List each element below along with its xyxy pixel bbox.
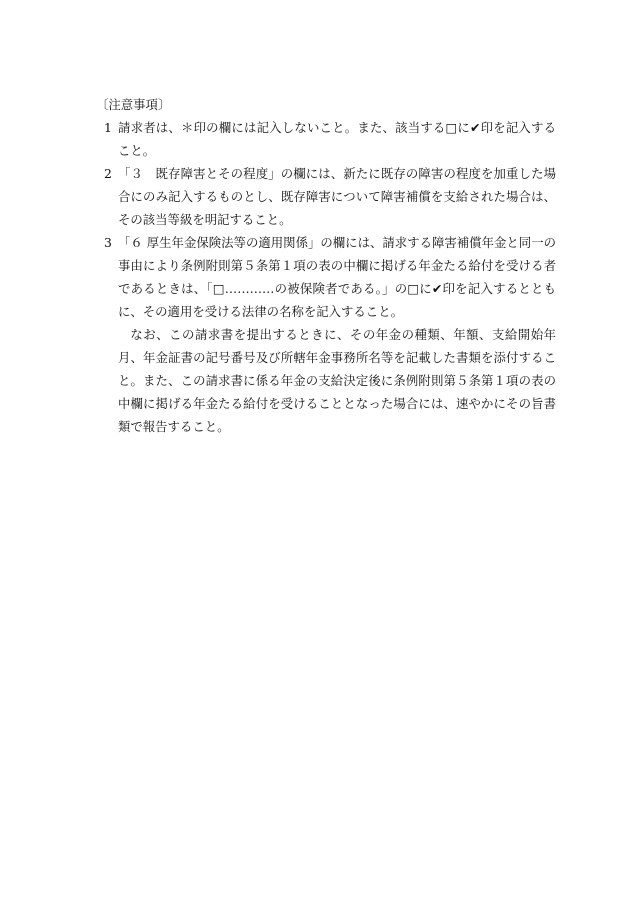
note-item-2 — [96, 162, 556, 231]
note-number: 2 — [104, 166, 112, 181]
notes-heading: 〔注意事項〕 — [96, 97, 171, 112]
note-text-continued: なお、この請求書を提出するときに、その年金の種類、年額、支給開始年月、年金証書の記号番号及び所轄年金事務所名等を記載した書類を添付すること。また、この請求書に係る年金の支給決定後に条例附則第５条第１項の表の中欄に掲げる年金たる給付を受けることとなった場合には、速やかにその旨書類で報告すること。 — [118, 327, 556, 434]
note-item-1 — [96, 116, 556, 162]
note-number: 1 — [104, 120, 112, 135]
note-text: 請求者は、＊印の欄には記入しないこと。また、該当する□に✔印を記入すること。 — [118, 120, 556, 158]
note-text: 「６ 厚生年金保険法等の適用関係」の欄には、請求する障害補償年金と同一の事由により条例附則第５条第１項の表の中欄に掲げる年金たる給付を受ける者であるときは、「□…………の被保険者である。」の□に✔印を記入するとともに、その適用を受ける法律の名称を記入すること。 — [118, 235, 556, 319]
note-text: 「３ 既存障害とその程度」の欄には、新たに既存の障害の程度を加重した場合にのみ記入するものとし、既存障害について障害補償を支給された場合は、その該当等級を明記すること。 — [118, 166, 556, 227]
note-number: 3 — [104, 235, 112, 250]
note-item-3 — [96, 231, 556, 438]
notes-section — [96, 93, 556, 438]
